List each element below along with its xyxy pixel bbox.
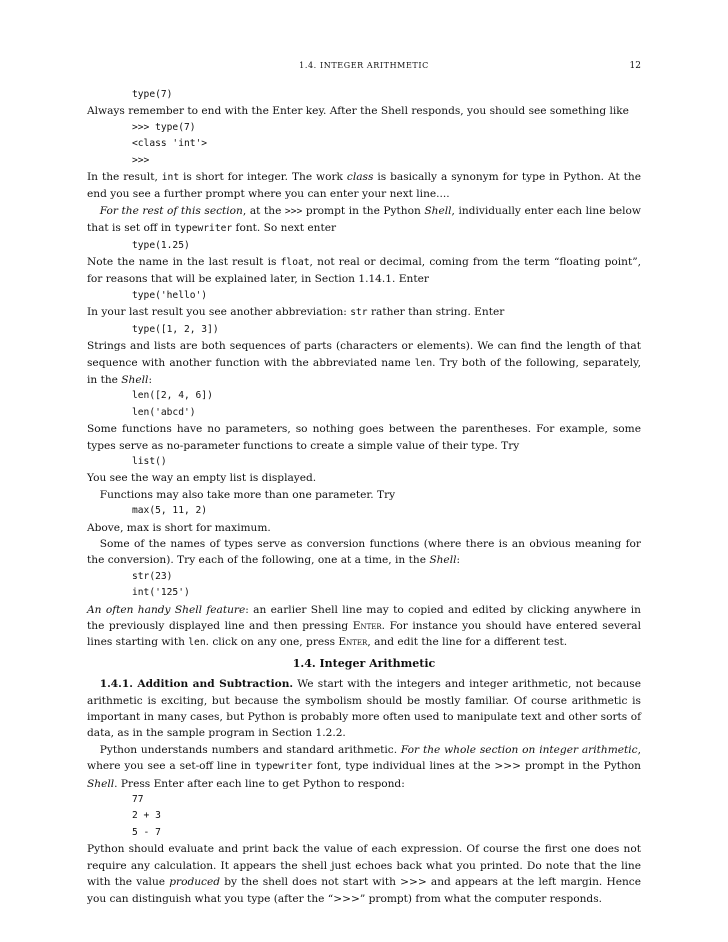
code-block <box>87 569 641 602</box>
paragraph: You see the way an empty list is displayed. <box>87 472 317 485</box>
text-run: Some of the names of types serve as conversion functions (where there is an obvious meaning for the conversion). Try each of the following, one at a time, in the <box>87 537 641 567</box>
inline-code: typewriter <box>174 223 233 235</box>
code-block <box>87 503 641 519</box>
paragraph: Above, max is short for maximum. <box>87 521 271 534</box>
code-line: len([2, 4, 6]) <box>132 390 213 402</box>
code-line: <class 'int'> <box>132 138 208 150</box>
code-block <box>87 288 641 304</box>
text-run: prompt in the Python <box>302 204 425 217</box>
code-line: 5 - 7 <box>132 826 161 838</box>
paragraph: Some functions have no parameters, so nothing goes between the parentheses. For example, some types serve as no-parameter functions to create a simple value of their type. Try <box>87 423 641 452</box>
text-run: . click on any one, press <box>205 636 339 649</box>
text-run: , where you see a set-off line in <box>87 743 641 773</box>
emphasis-text: For the rest of this section <box>99 204 243 217</box>
code-line: >>> <box>132 154 150 166</box>
paragraph <box>87 254 641 288</box>
code-block <box>87 238 641 254</box>
text-run: Python understands numbers and standard arithmetic. <box>99 743 401 756</box>
paragraph <box>87 841 641 907</box>
key-name: Enter <box>352 620 382 632</box>
code-line: int('125') <box>132 587 190 599</box>
text-run: , at the <box>242 204 285 217</box>
code-line: type([1, 2, 3]) <box>132 323 219 335</box>
paragraph <box>87 203 641 238</box>
inline-code: len <box>414 357 433 369</box>
text-run: : <box>456 554 461 567</box>
code-line: 77 <box>132 794 144 806</box>
text-run: is basically a synonym for type in Python. At the end you see a further prompt where you can enter your next line.... <box>87 171 641 201</box>
code-block <box>87 792 641 841</box>
text-run: : <box>148 373 153 386</box>
code-line: type(1.25) <box>132 239 190 251</box>
emphasis-text: Shell <box>424 204 452 217</box>
text-run: , and edit the line for a different test. <box>367 636 568 649</box>
text-run: We start with the integers and integer arithmetic, not because arithmetic is exciting, but because the symbolism should be mostly familiar. Of course arithmetic is important in many cases, but Python is probably more often used to manipulate text and other sorts of data, as in the sample program in Section 1.2.2. <box>87 678 641 740</box>
paragraph <box>87 169 641 203</box>
paragraph <box>87 338 641 388</box>
paragraph <box>87 304 641 321</box>
code-block <box>87 388 641 421</box>
paragraph <box>87 536 641 569</box>
emphasis-text: For the whole section on integer arithmetic <box>400 743 638 756</box>
emphasis-text: Shell <box>87 777 115 790</box>
page-body <box>87 87 641 907</box>
text-run: , not real or decimal, coming from the term “floating point”, for reasons that will be explained later, in Section 1.14.1. Enter <box>87 256 641 286</box>
code-line: len('abcd') <box>132 406 196 418</box>
paragraph <box>87 602 641 652</box>
emphasis-text: produced <box>169 876 221 889</box>
code-block <box>87 322 641 338</box>
code-line: 2 + 3 <box>132 810 161 822</box>
page-number: 12 <box>629 61 641 71</box>
paragraph: Always remember to end with the Enter key. After the Shell responds, you should see something like <box>87 105 629 118</box>
emphasis-text: Shell <box>121 373 149 386</box>
inline-code: float <box>280 257 310 269</box>
paragraph <box>87 676 641 742</box>
text-run: by the shell does not start with >>> and appears at the left margin. Hence you can distinguish what you type (after the “>>>” prompt) from what the computer responds. <box>87 876 641 905</box>
inline-code: str <box>350 307 368 319</box>
text-run: : an earlier Shell line may to copied and edited by clicking anywhere in the previously displayed line and then pressing <box>87 603 641 632</box>
text-run: Strings and lists are both sequences of parts (characters or elements). We can find the length of that sequence with another function with the abbreviated name <box>87 340 641 369</box>
inline-code: len <box>188 637 206 649</box>
text-run: In the result, <box>87 171 162 184</box>
text-run: font, type individual lines at the >>> prompt in the Python <box>312 760 641 773</box>
section-heading: 1.4. Integer Arithmetic <box>292 656 436 670</box>
text-run: . Try both of the following, separately, in the <box>87 356 642 386</box>
code-line: str(23) <box>132 570 173 582</box>
text-run: In your last result you see another abbreviation: <box>87 306 351 319</box>
text-run: font. So next enter <box>232 222 337 235</box>
text-run: . Press Enter after each line to get Python to respond: <box>114 777 405 790</box>
paragraph <box>87 742 641 792</box>
inline-code: >>> <box>284 205 303 217</box>
text-run: rather than string. Enter <box>367 306 505 319</box>
emphasis-text: class <box>346 171 374 184</box>
emphasis-text: An often handy Shell feature <box>87 603 246 616</box>
code-line: list() <box>132 455 167 467</box>
key-name: Enter <box>338 636 368 649</box>
text-run: . For instance you should have entered several lines starting with <box>87 620 641 649</box>
text-run: is short for integer. The work <box>179 171 347 184</box>
code-line: type('hello') <box>132 289 208 301</box>
inline-code: typewriter <box>254 761 313 773</box>
code-block <box>87 120 641 169</box>
emphasis-text: Shell <box>429 554 457 567</box>
running-title: 1.4. INTEGER ARITHMETIC <box>299 61 429 70</box>
code-line: max(5, 11, 2) <box>132 505 208 517</box>
code-block <box>87 454 641 470</box>
text-run: Note the name in the last result is <box>87 256 281 269</box>
inline-code: int <box>161 172 180 184</box>
code-line: type(7) <box>132 89 173 100</box>
text-run: Python should evaluate and print back the value of each expression. Of course the first one does not require any calculation. It appears the shell just echoes back what you printed. Do note that the line with the value <box>87 843 641 889</box>
text-run: , individually enter each line below that is set off in <box>87 204 641 235</box>
code-line: >>> type(7) <box>132 121 196 133</box>
code-block <box>87 87 641 103</box>
subsection-title: 1.4.1. Addition and Subtraction. <box>99 678 294 691</box>
paragraph: Functions may also take more than one parameter. Try <box>99 488 396 501</box>
